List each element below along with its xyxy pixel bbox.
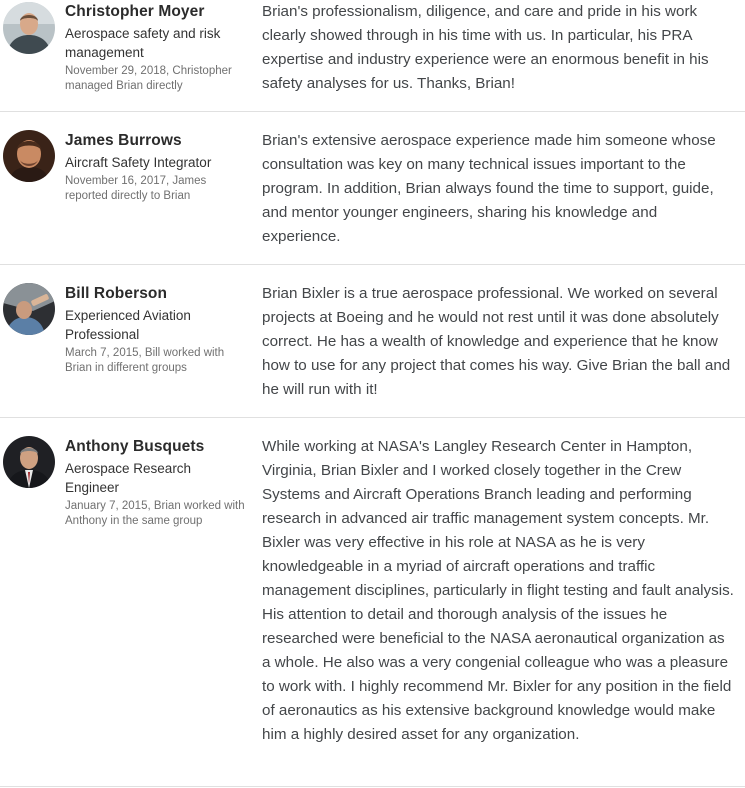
recommender-title: Aerospace safety and risk management bbox=[65, 26, 221, 60]
recommender-title: Aerospace Research Engineer bbox=[65, 461, 192, 495]
recommender-title: Aircraft Safety Integrator bbox=[65, 155, 212, 170]
person-photo-icon bbox=[3, 2, 55, 54]
recommender-info bbox=[65, 437, 247, 529]
recommendation-relationship: March 7, 2015, Bill worked with Brian in different groups bbox=[65, 347, 225, 374]
recommender-name[interactable]: Anthony Busquets bbox=[65, 438, 205, 455]
person-photo-icon bbox=[3, 436, 55, 488]
person-photo-icon bbox=[3, 283, 55, 335]
recommendation-text: Brian Bixler is a true aerospace professional. We worked on several projects at Boeing and he would not rest until it was done absolutely correct. He has a wealth of knowledge and experience that he know how to use for any project that comes his way. Give Brian the ball and he will run with it! bbox=[262, 285, 731, 398]
recommendation-relationship: November 16, 2017, James reported directly to Brian bbox=[65, 175, 207, 202]
avatar[interactable] bbox=[3, 2, 55, 54]
recommender-info bbox=[65, 2, 247, 94]
avatar[interactable] bbox=[3, 130, 55, 182]
recommendation-item bbox=[0, 0, 745, 112]
recommender-info bbox=[65, 131, 247, 204]
recommender-name[interactable]: Christopher Moyer bbox=[65, 3, 205, 20]
recommender-name[interactable]: James Burrows bbox=[65, 132, 182, 149]
recommendation-text: While working at NASA's Langley Research Center in Hampton, Virginia, Brian Bixler and I worked closely together in the Crew Systems and Aircraft Operations Branch leading and performing research in advanced air traffic management system concepts. Mr. Bixler was very effective in his role at NASA as he is very knowledgeable in a myriad of aircraft operations and traffic management disciplines, particularly in flight testing and fault analysis. His attention to detail and thorough analysis of the issues he researched were beneficial to the NASA aeronautical organization as a whole. He also was a very congenial colleague who was a pleasure to work with. I highly recommend Mr. Bixler for any position in the field of aeronautics as his extensive background knowledge would make him a highly desired asset for any organization. bbox=[262, 438, 734, 743]
recommendation-relationship: January 7, 2015, Brian worked with Anthony in the same group bbox=[65, 500, 245, 527]
recommender-title: Experienced Aviation Professional bbox=[65, 308, 191, 342]
recommendation-item bbox=[0, 265, 745, 418]
recommender-info bbox=[65, 284, 247, 376]
avatar[interactable] bbox=[3, 436, 55, 488]
recommendation-text: Brian's professionalism, diligence, and care and pride in his work clearly showed through in his time with us. In particular, his PRA expertise and industry experience were an enormous benefit in his safety analyses for us. Thanks, Brian! bbox=[262, 3, 709, 92]
recommendation-text: Brian's extensive aerospace experience made him someone whose consultation was key on many technical issues important to the program. In addition, Brian always found the time to support, guide, and mentor younger engineers, sharing his knowledge and experience. bbox=[262, 132, 716, 245]
recommendation-item bbox=[0, 112, 745, 265]
recommendation-item bbox=[0, 418, 745, 787]
recommendation-relationship: November 29, 2018, Christopher managed Brian directly bbox=[65, 65, 232, 92]
person-photo-icon bbox=[3, 130, 55, 182]
recommender-name[interactable]: Bill Roberson bbox=[65, 285, 168, 302]
avatar[interactable] bbox=[3, 283, 55, 335]
